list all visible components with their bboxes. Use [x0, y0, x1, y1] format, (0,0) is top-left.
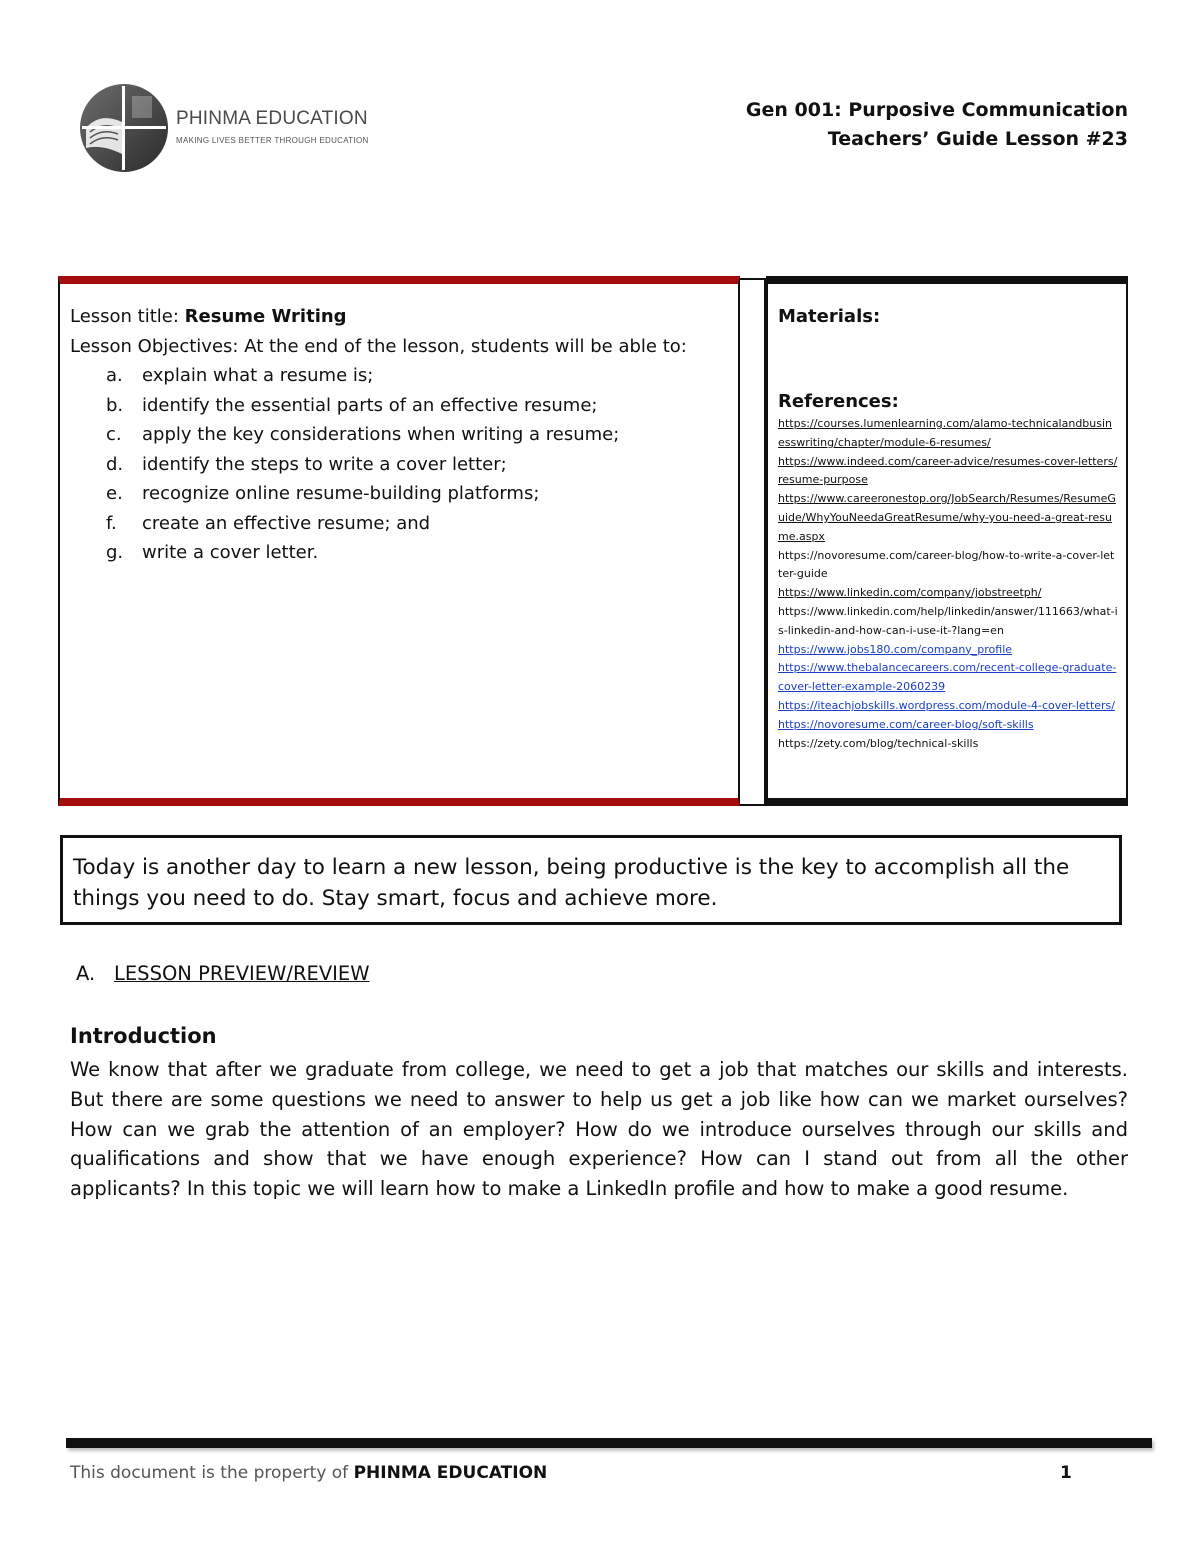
reference-text: https://www.linkedin.com/help/linkedin/answer/111663/what-is-linkedin-and-how-can-i-use-it-?lang=en	[778, 604, 1118, 637]
objective-text: identify the essential parts of an effective resume;	[142, 394, 598, 416]
reference-link[interactable]: https://www.careeronestop.org/JobSearch/Resumes/ResumeGuide/WhyYouNeedaGreatResume/why-you-need-a-great-resume.aspx	[778, 492, 1116, 543]
objective-text: write a cover letter.	[142, 542, 319, 563]
footer-ownership	[70, 1461, 547, 1485]
objectives-intro: Lesson Objectives: At the end of the lesson, students will be able to:	[70, 335, 687, 357]
lesson-info-content	[70, 302, 726, 568]
reference-link[interactable]: https://novoresume.com/career-blog/soft-skills	[778, 717, 1034, 731]
lesson-title-line	[70, 302, 726, 332]
references-list	[778, 415, 1118, 753]
page-number: 1	[1060, 1463, 1072, 1483]
document-header	[746, 96, 1128, 154]
phinma-emblem-icon	[78, 82, 174, 174]
introduction-body: We know that after we graduate from college, we need to get a job that matches our skills and interests. But there are some questions we need to answer to help us get a job like how can we market ourselves? How can we grab the attention of an employer? How do we introduce ourselves through our skills and qualifications and show that we have enough experience? How can I stand out from all the other applicants? In this topic we will learn how to make a LinkedIn profile and how to make a good resume.	[70, 1058, 1128, 1201]
materials-heading: Materials:	[778, 306, 881, 327]
objective-marker: e.	[106, 483, 123, 504]
objective-item	[70, 479, 726, 509]
introduction-title: Introduction	[70, 1024, 217, 1048]
logo-name: PHINMA EDUCATION	[176, 108, 368, 129]
footer-text: This document is the property of	[70, 1463, 354, 1483]
materials-content	[778, 302, 1118, 753]
objective-marker: d.	[106, 453, 124, 475]
reference-link[interactable]: https://www.indeed.com/career-advice/resumes-cover-letters/resume-purpose	[778, 454, 1118, 487]
reference-text: https://novoresume.com/career-blog/how-to-write-a-cover-letter-guide	[778, 548, 1115, 581]
course-title: Gen 001: Purposive Communication	[745, 99, 1128, 121]
section-label: A.	[76, 962, 96, 985]
reference-link[interactable]: https://www.thebalancecareers.com/recent-college-graduate-cover-letter-example-2060239	[778, 661, 1117, 694]
objective-item	[70, 450, 726, 480]
objective-marker: g.	[106, 542, 124, 563]
materials-box	[766, 276, 1128, 806]
objective-item	[70, 509, 726, 539]
reference-text: https://zety.com/blog/technical-skills	[778, 736, 979, 750]
section-title: LESSON PREVIEW/REVIEW	[114, 962, 370, 985]
objective-marker: c.	[106, 424, 122, 445]
objective-item	[70, 420, 726, 450]
lesson-title-label: Lesson title:	[70, 306, 185, 327]
footer-owner: PHINMA EDUCATION	[353, 1463, 548, 1483]
objective-marker: b.	[106, 394, 124, 416]
objective-text: identify the steps to write a cover letter;	[142, 453, 507, 475]
objective-text: explain what a resume is;	[142, 365, 374, 386]
references-heading: References:	[778, 391, 899, 412]
section-heading	[76, 960, 370, 988]
objectives-list	[70, 361, 726, 568]
reference-link[interactable]: https://iteachjobskills.wordpress.com/module-4-cover-letters/	[778, 698, 1115, 712]
objective-text: create an effective resume; and	[142, 512, 431, 534]
phinma-logo	[78, 82, 378, 174]
lesson-info-box	[58, 276, 740, 806]
objective-text: apply the key considerations when writing a resume;	[142, 424, 620, 445]
motivational-quote-box: Today is another day to learn a new lesson, being productive is the key to accomplish all the things you need to do. Stay smart, focus and achieve more.	[60, 835, 1122, 925]
objective-item	[70, 361, 726, 391]
reference-link[interactable]: https://www.jobs180.com/company_profile	[778, 642, 1013, 656]
objective-text: recognize online resume-building platforms;	[142, 483, 540, 504]
reference-link[interactable]: https://courses.lumenlearning.com/alamo-technicalandbusinesswriting/chapter/module-6-resumes/	[778, 417, 1113, 449]
lesson-title-value: Resume Writing	[184, 306, 347, 327]
objective-item	[70, 538, 726, 568]
table-divider-strip	[740, 278, 766, 806]
footer-rule	[66, 1438, 1152, 1448]
reference-link[interactable]: https://www.linkedin.com/company/jobstreetph/	[778, 586, 1042, 600]
objective-marker: f.	[106, 512, 117, 534]
objective-item	[70, 391, 726, 421]
objective-marker: a.	[106, 365, 123, 386]
guide-title: Teachers’ Guide Lesson #23	[827, 128, 1128, 150]
logo-tagline: MAKING LIVES BETTER THROUGH EDUCATION	[176, 136, 369, 145]
